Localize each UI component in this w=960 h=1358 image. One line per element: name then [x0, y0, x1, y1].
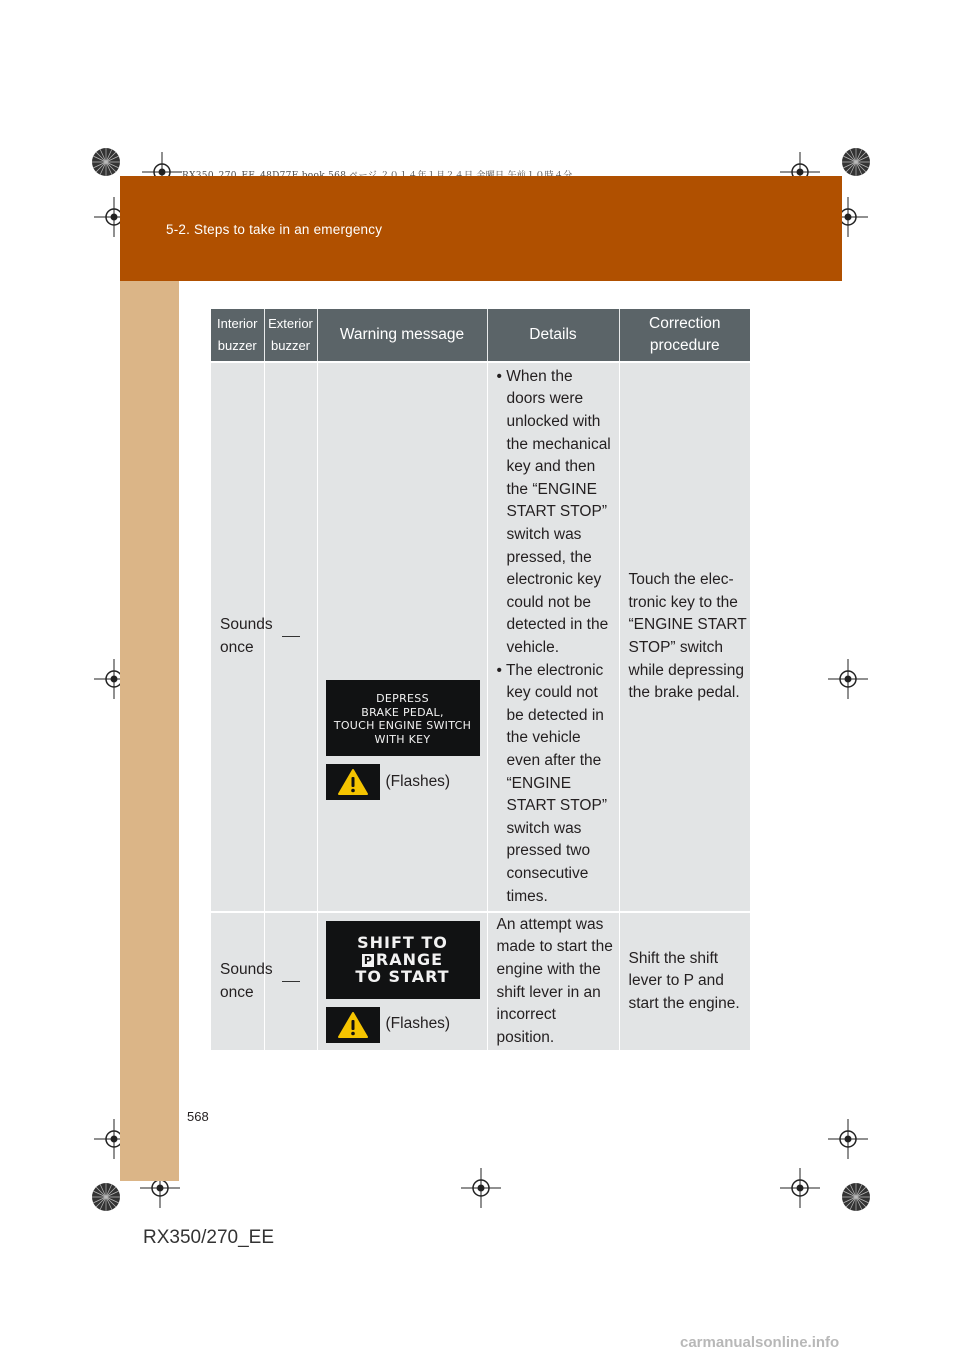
display-line: WITH KEY	[374, 732, 431, 746]
park-range-badge: P	[363, 953, 372, 967]
footer-model-code: RX350/270_EE	[143, 1227, 274, 1248]
detail-item: • The electronic key could not be detected in the vehicle even after the “ENGINE START STOP” switch was pressed two consecutive times.	[497, 660, 615, 909]
starburst-ink-icon	[91, 1182, 121, 1212]
crosshair-registration-icon	[828, 659, 868, 699]
crosshair-registration-icon	[828, 1119, 868, 1159]
none-dash	[282, 636, 300, 637]
message-display	[326, 680, 480, 756]
col-details: Details	[487, 309, 619, 362]
display-line-text: RANGE	[375, 949, 444, 969]
flash-label: (Flashes)	[385, 772, 451, 790]
table-row	[211, 362, 750, 912]
crosshair-registration-icon	[780, 1168, 820, 1208]
details-cell	[487, 362, 619, 912]
interior-buzzer-cell: Sounds once	[211, 362, 264, 912]
starburst-ink-icon	[841, 147, 871, 177]
warning-message-cell	[317, 912, 487, 1050]
message-display	[326, 921, 480, 999]
warning-triangle-icon	[326, 764, 380, 800]
correction-cell: Touch the elec-tronic key to the “ENGINE START STOP” switch while depressing the brake pedal.	[619, 362, 750, 912]
side-tab-band	[120, 281, 179, 1181]
display-line: SHIFT TO	[357, 932, 448, 952]
starburst-ink-icon	[91, 147, 121, 177]
warning-message-cell	[317, 362, 487, 912]
display-line: DEPRESS	[376, 692, 429, 705]
display-line: TOUCH ENGINE SWITCH	[333, 719, 472, 732]
col-exterior-buzzer: Exterior buzzer	[264, 309, 317, 362]
section-header-band	[120, 176, 842, 281]
interior-buzzer-cell: Sounds once	[211, 912, 264, 1050]
table-row	[211, 912, 750, 1050]
exterior-buzzer-cell	[264, 362, 317, 912]
starburst-ink-icon	[841, 1182, 871, 1212]
detail-item: • When the doors were unlocked with the mechanical key and then the “ENGINE START STOP” switch was pressed, the electronic key could not be detected in the vehicle.	[497, 366, 615, 660]
display-line	[326, 951, 480, 968]
col-warning-message: Warning message	[317, 309, 487, 362]
display-line: BRAKE PEDAL,	[361, 705, 444, 719]
page-number: 568	[187, 1109, 209, 1124]
col-correction-procedure: Correction procedure	[619, 309, 750, 362]
correction-cell: Shift the shift lever to P and start the engine.	[619, 912, 750, 1050]
warning-message-table	[211, 309, 750, 1050]
table-header-row	[211, 309, 750, 362]
crosshair-registration-icon	[461, 1168, 501, 1208]
display-line: TO START	[355, 966, 450, 986]
site-watermark: carmanualsonline.info	[680, 1334, 840, 1351]
section-title: 5-2. Steps to take in an emergency	[166, 222, 383, 237]
warning-triangle-icon	[326, 1007, 380, 1043]
flash-label: (Flashes)	[385, 1015, 451, 1033]
details-cell: An attempt was made to start the engine with the shift lever in an incorrect position.	[487, 912, 619, 1050]
col-interior-buzzer: Interior buzzer	[211, 309, 264, 362]
none-dash	[282, 981, 300, 982]
